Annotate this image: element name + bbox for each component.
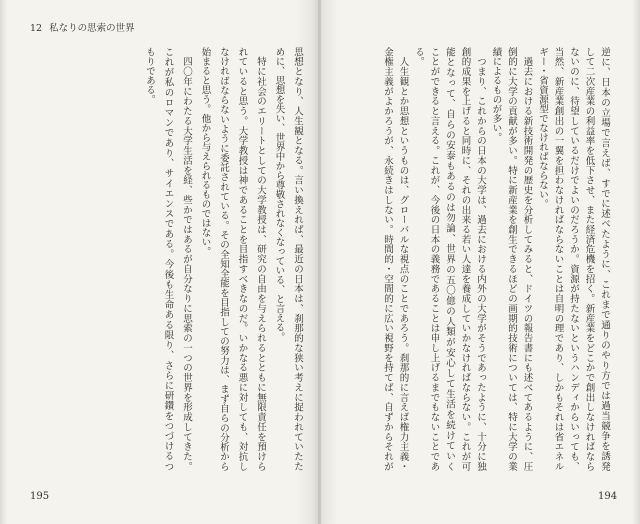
text-line: る。 bbox=[413, 47, 424, 66]
text-line: 倒的に大学の貢献が多い。特に新産業を創生できるほどの画期的技術については、特に大学の業 bbox=[506, 47, 517, 471]
text-line: 始まると思う。他から与えられるものではない。 bbox=[199, 47, 211, 256]
text-line: して二次産業の利益率を低下させ、また経済危機を招く。新産業をどこかで創出しなければなら bbox=[583, 47, 595, 471]
text-line: ないのに、待望しているだけでよいのだろうか。資源が持たないというハンディからいっても、 bbox=[568, 47, 579, 471]
text-line: 特に社会のエリートとしての大学教授は、研究の自由を与えられるとともに無限責任を預けら bbox=[255, 47, 266, 471]
text-line: 績によるものが多い。 bbox=[490, 47, 502, 142]
text-line: 思想となり、人生観となる。言い換えれば、最近の日本は、刹那的な狭い考えに捉われていたた bbox=[292, 47, 303, 471]
text-line: れていると思う。大学教授は神であることを目指すべきなのだ。いかなる悪に対しても、対抗し bbox=[236, 47, 248, 471]
chapter-number: 12 bbox=[30, 23, 43, 34]
text-line: これが私のロマンであり、サイエンスである。今後も生命ある限り、さらに研鑽をつづけるつ bbox=[162, 47, 174, 471]
text-line: 四〇年にわたる大学生活を経、些かではあるが自分なりに思索の一つの世界を形成してきた。 bbox=[181, 47, 192, 471]
text-line: 金権主義がよかろうが、永続きはしない。時間的・空間的に広い視野を持てば、自ずからそれが bbox=[382, 47, 393, 471]
text-line: 当然、新産業創出の一翼を担わなければならないことは自明の理であり、しかもそれは省エネル bbox=[552, 47, 564, 471]
chapter-title: 私なりの思索の世界 bbox=[49, 23, 135, 34]
text-line: 人生観とか思想というものは、グローバルな視点のことであろう。刹那的に言えば権力主義・ bbox=[397, 47, 409, 471]
text-line: なければならないように委託されている。その全知全能を目指しての努力は、まず自らの分析から bbox=[218, 47, 229, 471]
page-number-right: 194 bbox=[598, 491, 618, 502]
text-line: ギー・省資源型でなければならない。 bbox=[537, 47, 548, 209]
text-line: つまり、これからの日本の大学は、過去における内外の大学がそうであったように、十分に独 bbox=[475, 47, 486, 471]
text-line: めに、思想を失い、世界中から尊敬されなくなっている、と言える。 bbox=[273, 47, 285, 342]
text-line: 過去における新技術開発の歴史を分析してみると、ドイツの報告書にも述べてあるように、圧 bbox=[521, 47, 533, 472]
text-line: もりである。 bbox=[144, 47, 155, 104]
text-line: ことができると言える。これが、今後の日本の義務であることは申し上げるまでもないことであ bbox=[428, 47, 440, 471]
text-line: 能となって、自らの安泰もあるのは勿論、世界の五〇億の人類が安心して生活を続けていく bbox=[444, 47, 455, 471]
text-line: 逆に、日本の立場で言えば、すでに述べたように、これまで通りのやり方では過当競争を誘発 bbox=[599, 47, 610, 471]
page-number-left: 195 bbox=[30, 491, 50, 502]
text-line: 創的成果を上げると同時に、それの出来る若い人達を養成していかなければならない。これが可 bbox=[459, 47, 471, 471]
